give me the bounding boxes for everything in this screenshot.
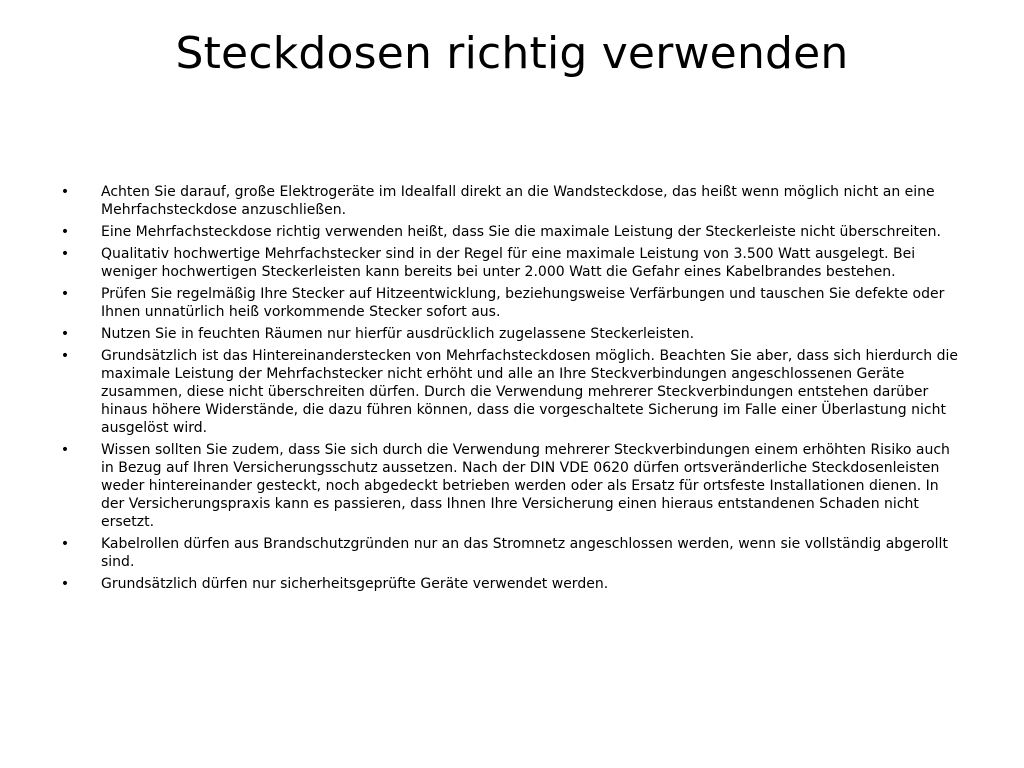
- bullet-marker: •: [60, 246, 70, 262]
- bullet-marker: •: [60, 442, 70, 458]
- bullet-marker: •: [60, 326, 70, 342]
- bullet-text: Grundsätzlich dürfen nur sicherheitsgeprüfte Geräte verwendet werden.: [101, 576, 609, 592]
- bullet-item: [58, 347, 963, 437]
- bullet-item: [58, 285, 963, 321]
- bullet-item: [58, 441, 963, 531]
- bullet-text: Achten Sie darauf, große Elektrogeräte im Idealfall direkt an die Wandsteckdose, das heißt wenn möglich nicht an eine Mehrfachsteckdose anzuschließen.: [101, 184, 935, 218]
- bullet-marker: •: [60, 536, 70, 552]
- bullet-item: [58, 223, 963, 241]
- bullet-item: [58, 183, 963, 219]
- bullet-text: Qualitativ hochwertige Mehrfachstecker sind in der Regel für eine maximale Leistung von 3.500 Watt ausgelegt. Bei weniger hochwertigen Steckerleisten kann bereits bei unter 2.000 Watt die Gefahr eines Kabelbrandes bestehen.: [101, 246, 916, 280]
- bullet-text: Kabelrollen dürfen aus Brandschutzgründen nur an das Stromnetz angeschlossen werden, wenn sie vollständig abgerollt sind.: [101, 536, 948, 570]
- slide-title: Steckdosen richtig verwenden: [175, 28, 849, 79]
- bullet-marker: •: [60, 184, 70, 200]
- bullet-text: Eine Mehrfachsteckdose richtig verwenden heißt, dass Sie die maximale Leistung der Steckerleiste nicht überschreiten.: [101, 224, 941, 240]
- bullet-marker: •: [60, 224, 70, 240]
- bullet-text: Nutzen Sie in feuchten Räumen nur hierfür ausdrücklich zugelassene Steckerleisten.: [101, 326, 695, 342]
- bullet-item: [58, 575, 963, 593]
- bullet-marker: •: [60, 286, 70, 302]
- bullet-text: Grundsätzlich ist das Hintereinanderstecken von Mehrfachsteckdosen möglich. Beachten Sie aber, dass sich hierdurch die maximale Leistung der Mehrfachstecker nicht erhöht und alle an Ihre Steckverbindungen angeschlossenen Geräte zusammen, diese nicht überschreiten dürfen. Durch die Verwendung mehrerer Steckverbindungen entstehen darüber hinaus höhere Widerstände, die dazu führen können, dass die vorgeschaltete Sicherung im Falle einer Überlastung nicht ausgelöst wird.: [101, 348, 959, 436]
- bullet-item: [58, 245, 963, 281]
- bullet-item: [58, 325, 963, 343]
- bullet-marker: •: [60, 348, 70, 364]
- bullet-text: Wissen sollten Sie zudem, dass Sie sich durch die Verwendung mehrerer Steckverbindungen einem erhöhten Risiko auch in Bezug auf Ihren Versicherungsschutz aussetzen. Nach der DIN VDE 0620 dürfen ortsveränderliche Steckdosenleisten weder hintereinander gesteckt, noch abgedeckt betrieben werden oder als Ersatz für ortsfeste Installationen dienen. In der Versicherungspraxis kann es passieren, dass Ihnen Ihre Versicherung einen hieraus entstandenen Schaden nicht ersetzt.: [101, 442, 950, 530]
- bullet-item: [58, 535, 963, 571]
- bullet-marker: •: [60, 576, 70, 592]
- bullet-text: Prüfen Sie regelmäßig Ihre Stecker auf Hitzeentwicklung, beziehungsweise Verfärbungen und tauschen Sie defekte oder Ihnen unnatürlich heiß vorkommende Stecker sofort aus.: [101, 286, 945, 320]
- bullet-list: [58, 183, 963, 597]
